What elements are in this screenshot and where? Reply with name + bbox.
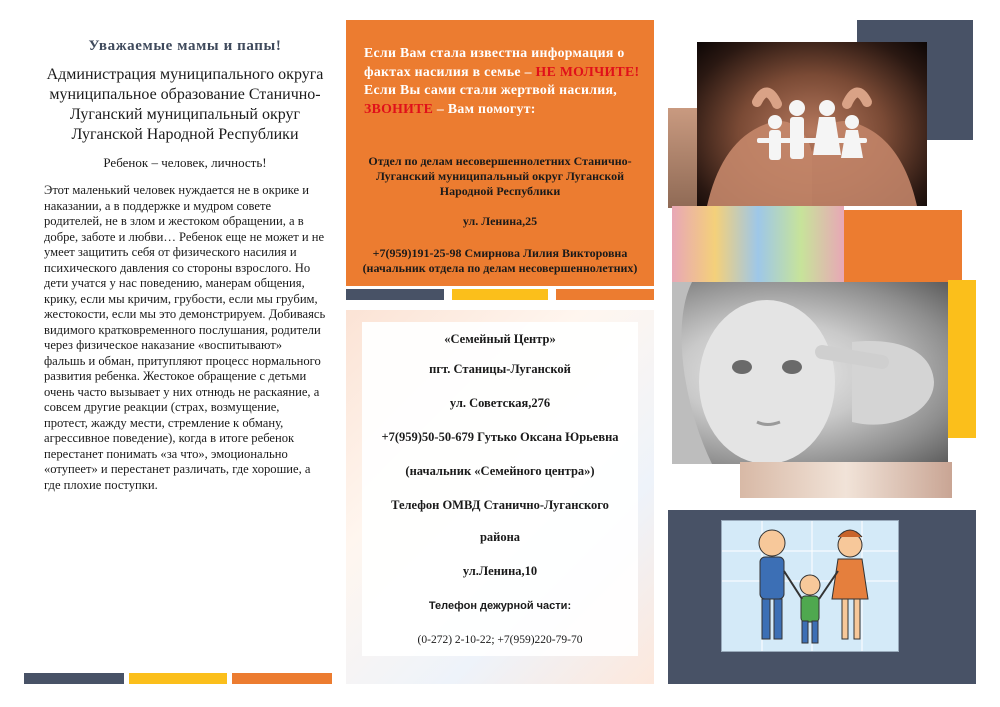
child-illustration [672, 282, 948, 464]
stripe-orange [232, 673, 332, 684]
administration-title: Администрация муниципального округа муниципальное образование Станично-Луганский муниципальный округ Луганской Народной Республики [46, 66, 324, 143]
warning-text [364, 44, 642, 118]
duty-phones: (0-272) 2-10-22; +7(959)220-79-70 [417, 634, 583, 646]
child-pointing-photo [672, 282, 948, 464]
family-center-town: пгт. Станицы-Луганской [429, 362, 571, 376]
department-name: Отдел по делам несовершеннолетних Станично-Луганский муниципальный округ Луганской Народной Республики [368, 154, 632, 198]
family-center-name: «Семейный Центр» [444, 332, 556, 346]
cartoon-family-illustration [721, 520, 899, 652]
stripe-orange [556, 289, 654, 300]
left-panel [44, 38, 326, 493]
warning-dont-keep-silent: НЕ МОЛЧИТЕ! [535, 63, 640, 79]
family-center-role: (начальник «Семейного центра») [405, 464, 595, 478]
cartoon-drawing [722, 521, 898, 651]
omvd-title: Телефон ОМВД Станично-Луганского [391, 498, 609, 512]
family-center-phone: +7(959)50-50-679 Гутько Оксана Юрьевна [381, 430, 619, 444]
photo-strip [668, 108, 698, 208]
chalk-photo [672, 206, 844, 282]
hands-paper-family-photo [697, 42, 927, 206]
body-paragraph: Этот маленький человек нуждается не в окрике и наказании, а в поддержке и мудром совете родителей, не в злом и жестоком обращении, а в добре, заботе и любви… Ребенок еще не может и не умеет защитить себя от физического насилия и психического давления со стороны взрослого. Но дети учатся у нас поведению, манерам общения, крику, если мы кричим, грубости, если мы грубим, жестокости, если мы это демонстрируем. Добиваясь видимого кратковременного послушания, родители через физическое наказание «воспитывают» фальшь и обман, притупляют процесс нормального развития ребенка. Жестокое обращение с детьми очень часто вызывает у них отнюдь не раскаяние, а совсем другие реакции (страх, возмущение, протест, жажду мести, стремление к обману, агрессивное поведение), когда в итоге ребенок перестанет понимать «за что», эмоционально «отупеет» и перестанет различать, где хорошие, а где плохие поступки. [44, 183, 326, 492]
omvd-address: ул.Ленина,10 [462, 564, 538, 578]
stripe-navy [346, 289, 444, 300]
warning-part2: Если Вы сами стали жертвой насилия, [364, 82, 617, 97]
family-center-address: ул. Советская,276 [449, 396, 551, 410]
omvd-region: района [479, 530, 521, 544]
department-address: ул. Ленина,25 [462, 214, 538, 228]
greeting-heading: Уважаемые мамы и папы! [88, 38, 282, 54]
warning-part1: Если Вам стала известна информация о фактах насилия в семье – [364, 45, 625, 79]
child-tagline: Ребенок – человек, личность! [103, 155, 267, 170]
contacts-card [362, 322, 638, 656]
warning-part3: – Вам помогут: [433, 100, 536, 116]
hands-illustration [697, 42, 927, 206]
yellow-block [948, 280, 976, 438]
stripe-yellow [452, 289, 548, 300]
duty-label: Телефон дежурной части: [428, 600, 572, 612]
warning-call: ЗВОНИТЕ [364, 100, 434, 116]
stripe-navy [24, 673, 124, 684]
department-phone: +7(959)191-25-98 Смирнова Лилия Викторовна (начальник отдела по делам несовершеннолетних) [362, 246, 638, 275]
stripe-yellow [129, 673, 227, 684]
help-panel [346, 20, 654, 286]
drawing-photo [740, 462, 952, 498]
